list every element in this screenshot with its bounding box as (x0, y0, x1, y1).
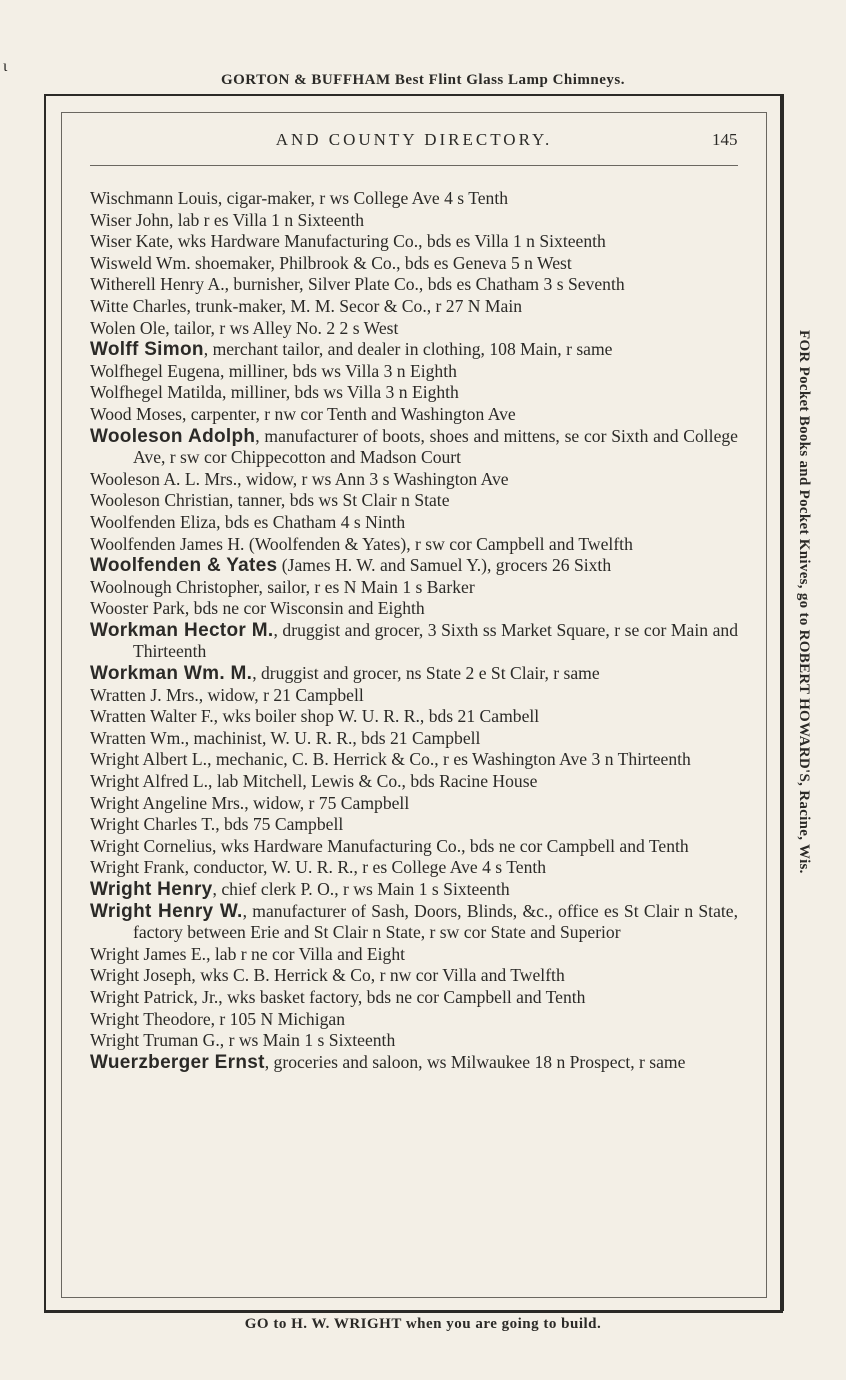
entry-name: Wolfhegel Matilda (90, 382, 222, 403)
entry-details: , manufacturer of Sash, Doors, Blinds, &c., office es St Clair n State, factory between Erie and St Clair n State, r sw cor State and Superior (133, 900, 738, 943)
entry-details: , carpenter, r nw cor Tenth and Washington Ave (181, 403, 516, 424)
directory-entry (90, 274, 738, 296)
entry-name: Wuerzberger Ernst (90, 1051, 265, 1073)
entry-name: Witte Charles (90, 295, 187, 316)
entry-name: Wratten J. Mrs. (90, 684, 199, 705)
entry-details: , tailor, r ws Alley No. 2 2 s West (165, 317, 399, 338)
directory-entry (90, 771, 738, 793)
directory-entry (90, 1009, 738, 1031)
entry-name: Wiser John (90, 209, 169, 230)
directory-entry (90, 706, 738, 728)
directory-entry (90, 296, 738, 318)
entry-name: Wratten Walter F. (90, 706, 214, 727)
entry-details: , widow, r 21 Campbell (198, 684, 364, 705)
entry-name: Wooleson Adolph (90, 425, 256, 447)
directory-entry (90, 793, 738, 815)
directory-entry (90, 857, 738, 879)
directory-entry (90, 512, 738, 534)
entry-name: Wisweld Wm. (90, 252, 191, 273)
entry-name: Wright Patrick, Jr. (90, 986, 219, 1007)
entry-details: (Woolfenden & Yates), r sw cor Campbell and Twelfth (244, 533, 633, 554)
entry-name: Wright Alfred L. (90, 771, 209, 792)
entry-details: , manufacturer of boots, shoes and mittens, se cor Sixth and College Ave, r sw cor Chippecotton and Madson Court (133, 425, 738, 468)
entry-name: Wratten Wm. (90, 727, 185, 748)
directory-entry (90, 965, 738, 987)
directory-entry (90, 879, 738, 901)
entry-name: Wischmann Louis (90, 188, 218, 208)
directory-entry (90, 1030, 738, 1052)
entry-details: , lab r ne cor Villa and Eight (206, 943, 406, 964)
entry-name: Wright Charles T. (90, 814, 216, 835)
entry-details: , wks C. B. Herrick & Co, r nw cor Villa and Twelfth (191, 965, 565, 986)
directory-entry (90, 231, 738, 253)
entry-details: , cigar-maker, r ws College Ave 4 s Tenth (217, 188, 509, 208)
directory-entry (90, 944, 738, 966)
directory-entry (90, 620, 738, 663)
directory-entry (90, 728, 738, 750)
directory-entry (90, 814, 738, 836)
entry-name: Wright Albert L. (90, 749, 208, 770)
directory-entry (90, 490, 738, 512)
directory-entry (90, 577, 738, 599)
entry-name: Workman Wm. M. (90, 663, 253, 685)
entry-details: shoemaker, Philbrook & Co., bds es Geneva 5 n West (190, 252, 572, 273)
entry-details: , r 105 N Michigan (210, 1008, 346, 1029)
entry-details: , milliner, bds ws Villa 3 n Eighth (221, 382, 459, 403)
directory-entry (90, 901, 738, 944)
entry-name: Wright Joseph (90, 965, 192, 986)
entry-details: , druggist and grocer, ns State 2 e St Clair, r same (252, 663, 600, 684)
outer-border-right-rule (780, 94, 784, 1311)
entry-details: , burnisher, Silver Plate Co., bds es Chatham 3 s Seventh (224, 274, 625, 295)
directory-entry (90, 749, 738, 771)
entry-details: , druggist and grocer, 3 Sixth ss Market Square, r se cor Main and Thirteenth (133, 619, 738, 662)
bottom-advertisement: GO to H. W. WRIGHT when you are going to build. (244, 1316, 602, 1332)
entry-details: , wks Hardware Manufacturing Co., bds ne cor Campbell and Tenth (211, 835, 689, 856)
entry-name: Wright Frank (90, 857, 185, 878)
top-advertisement: GORTON & BUFFHAM Best Flint Glass Lamp Chimneys. (220, 72, 626, 88)
entry-details: , r ws Main 1 s Sixteenth (219, 1030, 396, 1051)
entry-name: Wright Angeline Mrs. (90, 792, 245, 813)
directory-entries (90, 188, 738, 1073)
entry-details: , milliner, bds ws Villa 3 n Eighth (220, 360, 457, 381)
entry-details: , bds ne cor Wisconsin and Eighth (184, 598, 425, 619)
entry-details: , wks Hardware Manufacturing Co., bds es Villa 1 n Sixteenth (168, 231, 606, 252)
entry-details: , bds 75 Campbell (215, 814, 344, 835)
entry-details: , chief clerk P. O., r ws Main 1 s Sixteenth (212, 879, 510, 899)
entry-name: Woolfenden James H. (90, 533, 245, 554)
entry-details: , merchant tailor, and dealer in clothing, 108 Main, r same (203, 339, 613, 360)
entry-details: , lab Mitchell, Lewis & Co., bds Racine House (208, 771, 538, 792)
directory-entry (90, 210, 738, 232)
entry-name: Woolnough Christopher (90, 576, 259, 597)
entry-details: , lab r es Villa 1 n Sixteenth (168, 209, 365, 230)
directory-entry (90, 555, 738, 577)
entry-name: Wright Theodore (90, 1008, 211, 1029)
entry-name: Wolen Ole (90, 317, 166, 338)
entry-details: , tanner, bds ws St Clair n State (228, 490, 450, 511)
entry-name: Wolfhegel Eugena (90, 360, 220, 381)
entry-details: , widow, r ws Ann 3 s Washington Ave (237, 468, 509, 489)
side-advertisement: FOR Pocket Books and Pocket Knives, go to ROBERT HOWARD'S, Racine, Wis. (796, 330, 812, 874)
entry-name: Wood Moses (90, 403, 182, 424)
entry-name: Wolff Simon (90, 339, 204, 361)
entry-name: Wooster Park (90, 598, 185, 619)
directory-entry (90, 188, 738, 210)
header-rule (90, 165, 738, 166)
directory-entry (90, 382, 738, 404)
directory-entry (90, 339, 738, 361)
entry-details: , mechanic, C. B. Herrick & Co., r es Washington Ave 3 n Thirteenth (207, 749, 691, 770)
entry-name: Wright Henry W. (90, 900, 243, 922)
running-header: AND COUNTY DIRECTORY. (275, 130, 553, 149)
entry-details: , machinist, W. U. R. R., bds 21 Campbell (184, 727, 481, 748)
directory-entry (90, 426, 738, 469)
entry-name: Wright Cornelius (90, 835, 212, 856)
entry-name: Wright Henry (90, 879, 213, 900)
entry-name: Wooleson Christian (90, 490, 229, 511)
entry-details: , wks boiler shop W. U. R. R., bds 21 Cambell (213, 706, 540, 727)
directory-entry (90, 404, 738, 426)
entry-name: Wooleson A. L. Mrs. (90, 468, 238, 489)
entry-name: Woolfenden & Yates (90, 555, 278, 577)
directory-entry (90, 534, 738, 556)
entry-details: , conductor, W. U. R. R., r es College Ave 4 s Tenth (184, 857, 547, 878)
margin-mark: ɩ (3, 58, 8, 75)
entry-name: Woolfenden Eliza (90, 511, 217, 532)
entry-details: , trunk-maker, M. M. Secor & Co., r 27 N Main (186, 295, 523, 316)
entry-details: , bds es Chatham 4 s Ninth (216, 511, 406, 532)
page-number: 145 (712, 130, 738, 149)
entry-details: , groceries and saloon, ws Milwaukee 18 n Prospect, r same (264, 1051, 686, 1072)
entry-name: Workman Hector M. (90, 619, 274, 641)
entry-details: , wks basket factory, bds ne cor Campbell and Tenth (218, 986, 586, 1007)
entry-details: , widow, r 75 Campbell (244, 792, 410, 813)
entry-name: Wright James E. (90, 943, 207, 964)
entry-details: , sailor, r es N Main 1 s Barker (258, 576, 475, 597)
directory-entry (90, 836, 738, 858)
directory-entry (90, 318, 738, 340)
directory-entry (90, 361, 738, 383)
entry-name: Wright Truman G. (90, 1030, 220, 1051)
directory-entry (90, 987, 738, 1009)
directory-entry (90, 253, 738, 275)
entry-name: Wiser Kate (90, 231, 169, 252)
directory-entry (90, 598, 738, 620)
directory-entry (90, 1052, 738, 1074)
entry-name: Witherell Henry A. (90, 274, 225, 295)
directory-entry (90, 663, 738, 685)
directory-entry (90, 685, 738, 707)
directory-entry (90, 469, 738, 491)
entry-details: (James H. W. and Samuel Y.), grocers 26 Sixth (277, 555, 612, 576)
